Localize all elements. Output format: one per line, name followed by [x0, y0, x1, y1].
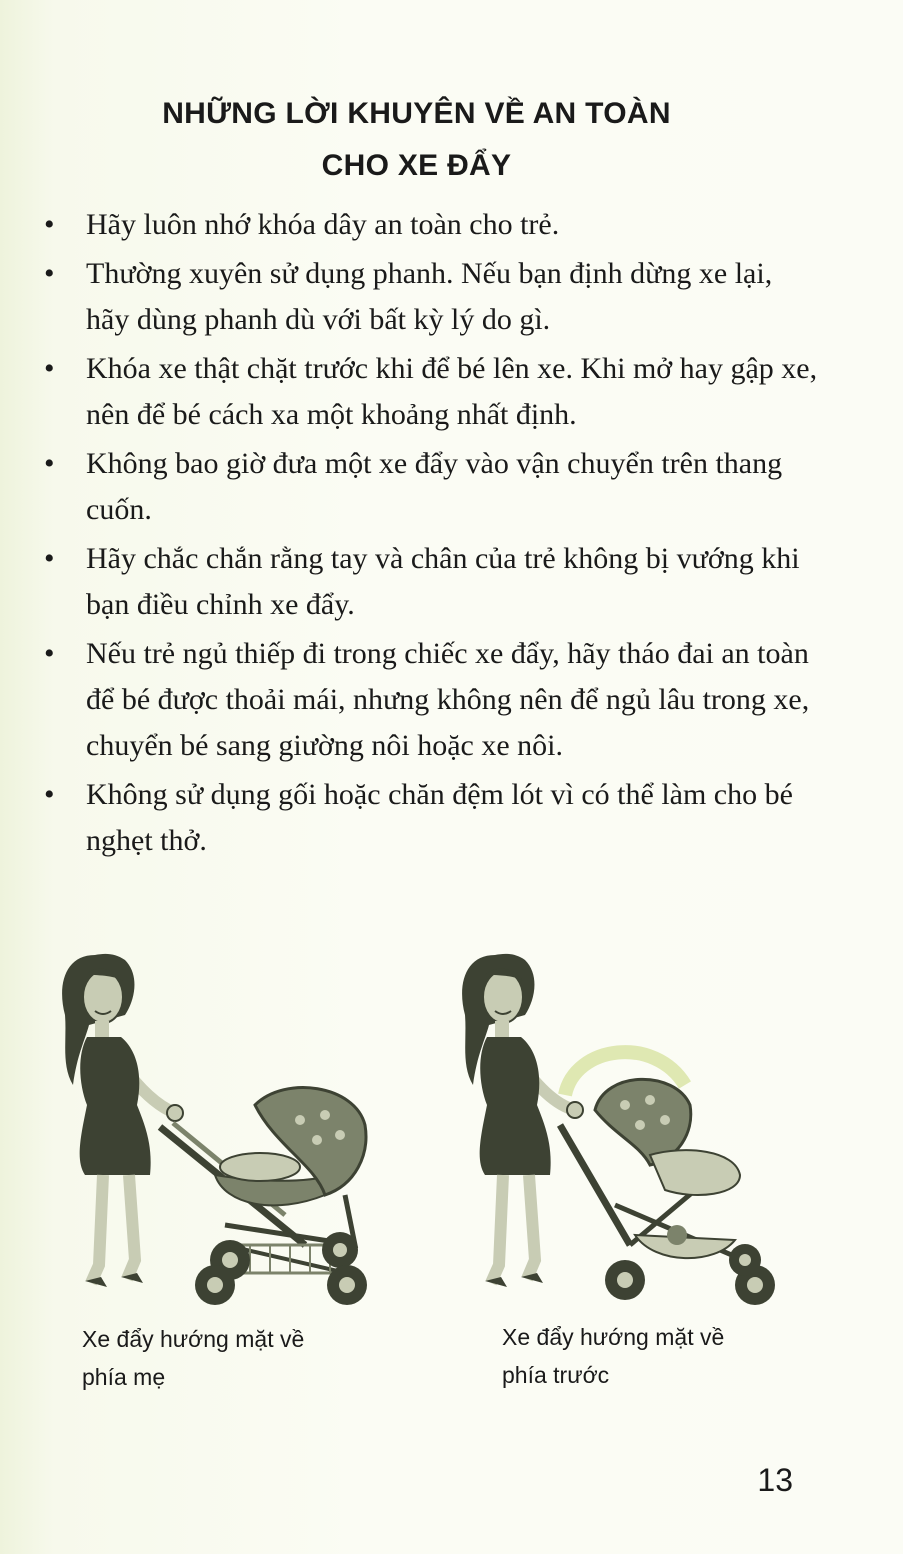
title-line-1: NHỮNG LỜI KHUYÊN VỀ AN TOÀN: [162, 97, 671, 130]
page-number: 13: [757, 1462, 793, 1498]
bullet-icon: •: [44, 542, 55, 575]
safety-tips-list: [40, 202, 820, 867]
list-item: [40, 251, 820, 343]
bullet-icon: •: [44, 447, 55, 480]
caption-line-2: phía trước: [502, 1362, 610, 1388]
tip-text: Thường xuyên sử dụng phanh. Nếu bạn định dừng xe lại, hãy dùng phanh dù với bất kỳ lý do gì.: [86, 257, 773, 336]
bullet-icon: •: [44, 637, 55, 670]
bullet-icon: •: [44, 778, 55, 811]
page-title: [0, 88, 833, 192]
caption-line-1: Xe đẩy hướng mặt về: [502, 1324, 725, 1350]
caption-facing-forward: [502, 1318, 822, 1394]
list-item: [40, 202, 820, 248]
tip-text: Hãy luôn nhớ khóa dây an toàn cho trẻ.: [86, 208, 560, 241]
title-line-2: CHO XE ĐẨY: [321, 149, 512, 182]
list-item: [40, 536, 820, 628]
caption-line-1: Xe đẩy hướng mặt về: [82, 1326, 305, 1352]
list-item: [40, 772, 820, 864]
tip-text: Hãy chắc chắn rằng tay và chân của trẻ không bị vướng khi bạn điều chỉnh xe đẩy.: [86, 542, 800, 621]
bullet-icon: •: [44, 208, 55, 241]
bullet-icon: •: [44, 352, 55, 385]
bullet-icon: •: [44, 257, 55, 290]
list-item: [40, 441, 820, 533]
mother-stroller-facing-parent-illustration: [55, 945, 385, 1315]
caption-facing-parent: [82, 1320, 402, 1396]
tip-text: Nếu trẻ ngủ thiếp đi trong chiếc xe đẩy, hãy tháo đai an toàn để bé được thoải mái, nhưng không nên để ngủ lâu trong xe, chuyển bé sang giường nôi hoặc xe nôi.: [86, 637, 810, 762]
tip-text: Không sử dụng gối hoặc chăn đệm lót vì có thể làm cho bé nghẹt thở.: [86, 778, 793, 857]
list-item: [40, 346, 820, 438]
mother-stroller-facing-forward-illustration: [455, 945, 785, 1315]
tip-text: Không bao giờ đưa một xe đẩy vào vận chuyển trên thang cuốn.: [86, 447, 783, 526]
caption-line-2: phía mẹ: [82, 1364, 166, 1390]
list-item: [40, 631, 820, 769]
tip-text: Khóa xe thật chặt trước khi để bé lên xe. Khi mở hay gập xe, nên để bé cách xa một khoảng nhất định.: [86, 352, 818, 431]
